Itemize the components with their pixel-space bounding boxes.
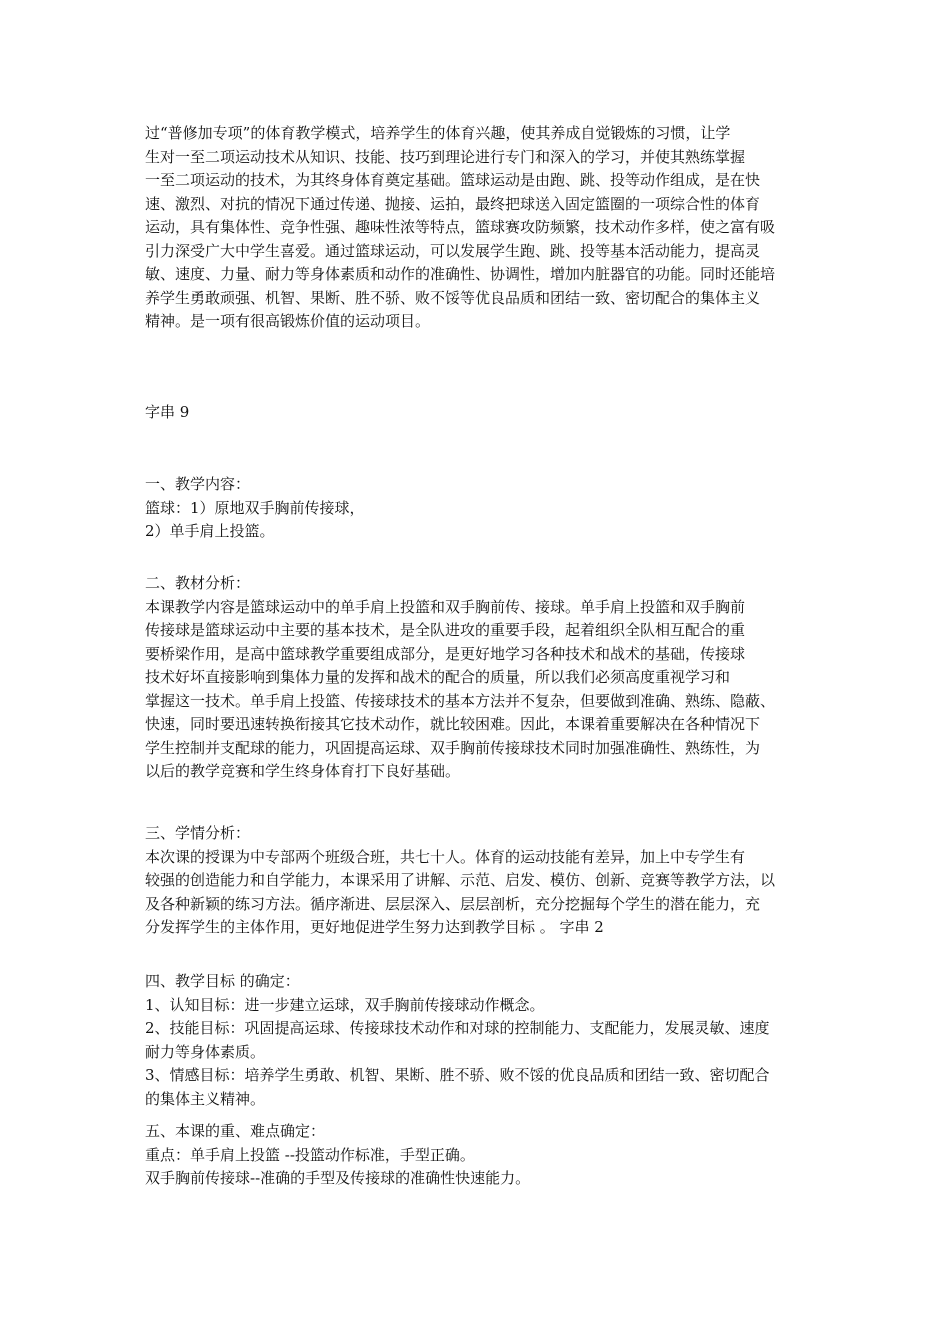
text-line: 学生控制并支配球的能力，巩固提高运球、双手胸前传接球技术同时加强准确性、熟练性，为 <box>145 738 761 757</box>
text-line: 及各种新颖的练习方法。循序渐进、层层深入、层层剖析，充分挖掘每个学生的潜在能力，充 <box>145 894 761 913</box>
text-line: 以后的教学竞赛和学生终身体育打下良好基础。 <box>145 762 461 780</box>
section-teaching-objectives <box>145 970 815 1111</box>
text-line: 3、情感目标：培养学生勇敢、机智、果断、胜不骄、败不馁的优良品质和团结一致、密切配合 <box>145 1066 770 1084</box>
section-heading: 五、本课的重、难点确定： <box>145 1122 326 1140</box>
section-heading: 四、教学目标 的确定： <box>145 972 300 990</box>
text-line: 速、激烈、对抗的情况下通过传递、抛接、运拍，最终把球送入固定篮圈的一项综合性的体育 <box>145 194 761 213</box>
text-line: 双手胸前传接球--准确的手型及传接球的准确性快速能力。 <box>145 1169 531 1187</box>
text-line: 掌握这一技术。单手肩上投篮、传接球技术的基本方法并不复杂，但要做到准确、熟练、隐蔽、 <box>145 691 776 710</box>
text-line: 引力深受广大中学生喜爱。通过篮球运动，可以发展学生跑、跳、投等基本活动能力，提高灵 <box>145 241 761 260</box>
marker-text: 字串 9 <box>145 403 190 421</box>
text-line: 较强的创造能力和自学能力，本课采用了讲解、示范、启发、模仿、创新、竞赛等教学方法，以 <box>145 871 776 889</box>
text-line: 2、技能目标：巩固提高运球、传接球技术动作和对球的控制能力、支配能力，发展灵敏、速度 <box>145 1019 770 1037</box>
section-heading: 二、教材分析： <box>145 574 251 592</box>
section-key-points <box>145 1120 815 1191</box>
text-line: 的集体主义精神。 <box>145 1089 266 1108</box>
text-line: 技术好坏直接影响到集体力量的发挥和战术的配合的质量，所以我们必须高度重视学习和 <box>145 668 731 686</box>
text-line: 传接球是篮球运动中主要的基本技术，是全队进攻的重要手段，起着组织全队相互配合的重 <box>145 621 746 639</box>
text-line: 本次课的授课为中专部两个班级合班，共七十人。体育的运动技能有差异，加上中专学生有 <box>145 847 746 866</box>
section-student-analysis <box>145 822 815 940</box>
text-line: 过“普修加专项”的体育教学模式，培养学生的体育兴趣，使其养成自觉锻炼的习惯，让学 <box>145 124 731 142</box>
text-line: 运动，具有集体性、竞争性强、趣味性浓等特点，篮球赛攻防频繁，技术动作多样，使之富有吸 <box>145 218 776 236</box>
text-line: 生对一至二项运动技术从知识、技能、技巧到理论进行专门和深入的学习，并使其熟练掌握 <box>145 147 746 166</box>
text-line: 要桥梁作用，是高中篮球教学重要组成部分，是更好地学习各种技术和战术的基础，传接球 <box>145 644 746 663</box>
text-line: 一至二项运动的技术，为其终身体育奠定基础。篮球运动是由跑、跳、投等动作组成，是在快 <box>145 171 761 189</box>
text-line: 篮球：1）原地双手胸前传接球， <box>145 498 365 517</box>
text-line: 快速，同时要迅速转换衔接其它技术动作，就比较困难。因此，本课着重要解决在各种情况下 <box>145 715 761 733</box>
text-line: 本课教学内容是篮球运动中的单手肩上投篮和双手胸前传、接球。单手肩上投篮和双手胸前 <box>145 597 746 616</box>
text-line: 分发挥学生的主体作用，更好地促进学生努力达到教学目标 。 字串 2 <box>145 918 604 936</box>
section-heading: 一、教学内容： <box>145 475 251 493</box>
intro-paragraph <box>145 122 815 334</box>
text-line: 精神。是一项有很高锻炼价值的运动项目。 <box>145 312 431 330</box>
section-teaching-content <box>145 473 815 544</box>
text-line: 耐力等身体素质。 <box>145 1042 266 1061</box>
text-line: 敏、速度、力量、耐力等身体素质和动作的准确性、协调性，增加内脏器官的功能。同时还能培 <box>145 265 776 283</box>
section-heading: 三、学情分析： <box>145 824 251 842</box>
text-line: 重点：单手肩上投篮 --投篮动作标准，手型正确。 <box>145 1145 475 1164</box>
section-material-analysis <box>145 572 815 784</box>
string-marker <box>145 401 815 425</box>
text-line: 2）单手肩上投篮。 <box>145 522 275 540</box>
text-line: 1、认知目标：进一步建立运球，双手胸前传接球动作概念。 <box>145 995 545 1014</box>
text-line: 养学生勇敢顽强、机智、果断、胜不骄、败不馁等优良品质和团结一致、密切配合的集体主义 <box>145 288 761 307</box>
